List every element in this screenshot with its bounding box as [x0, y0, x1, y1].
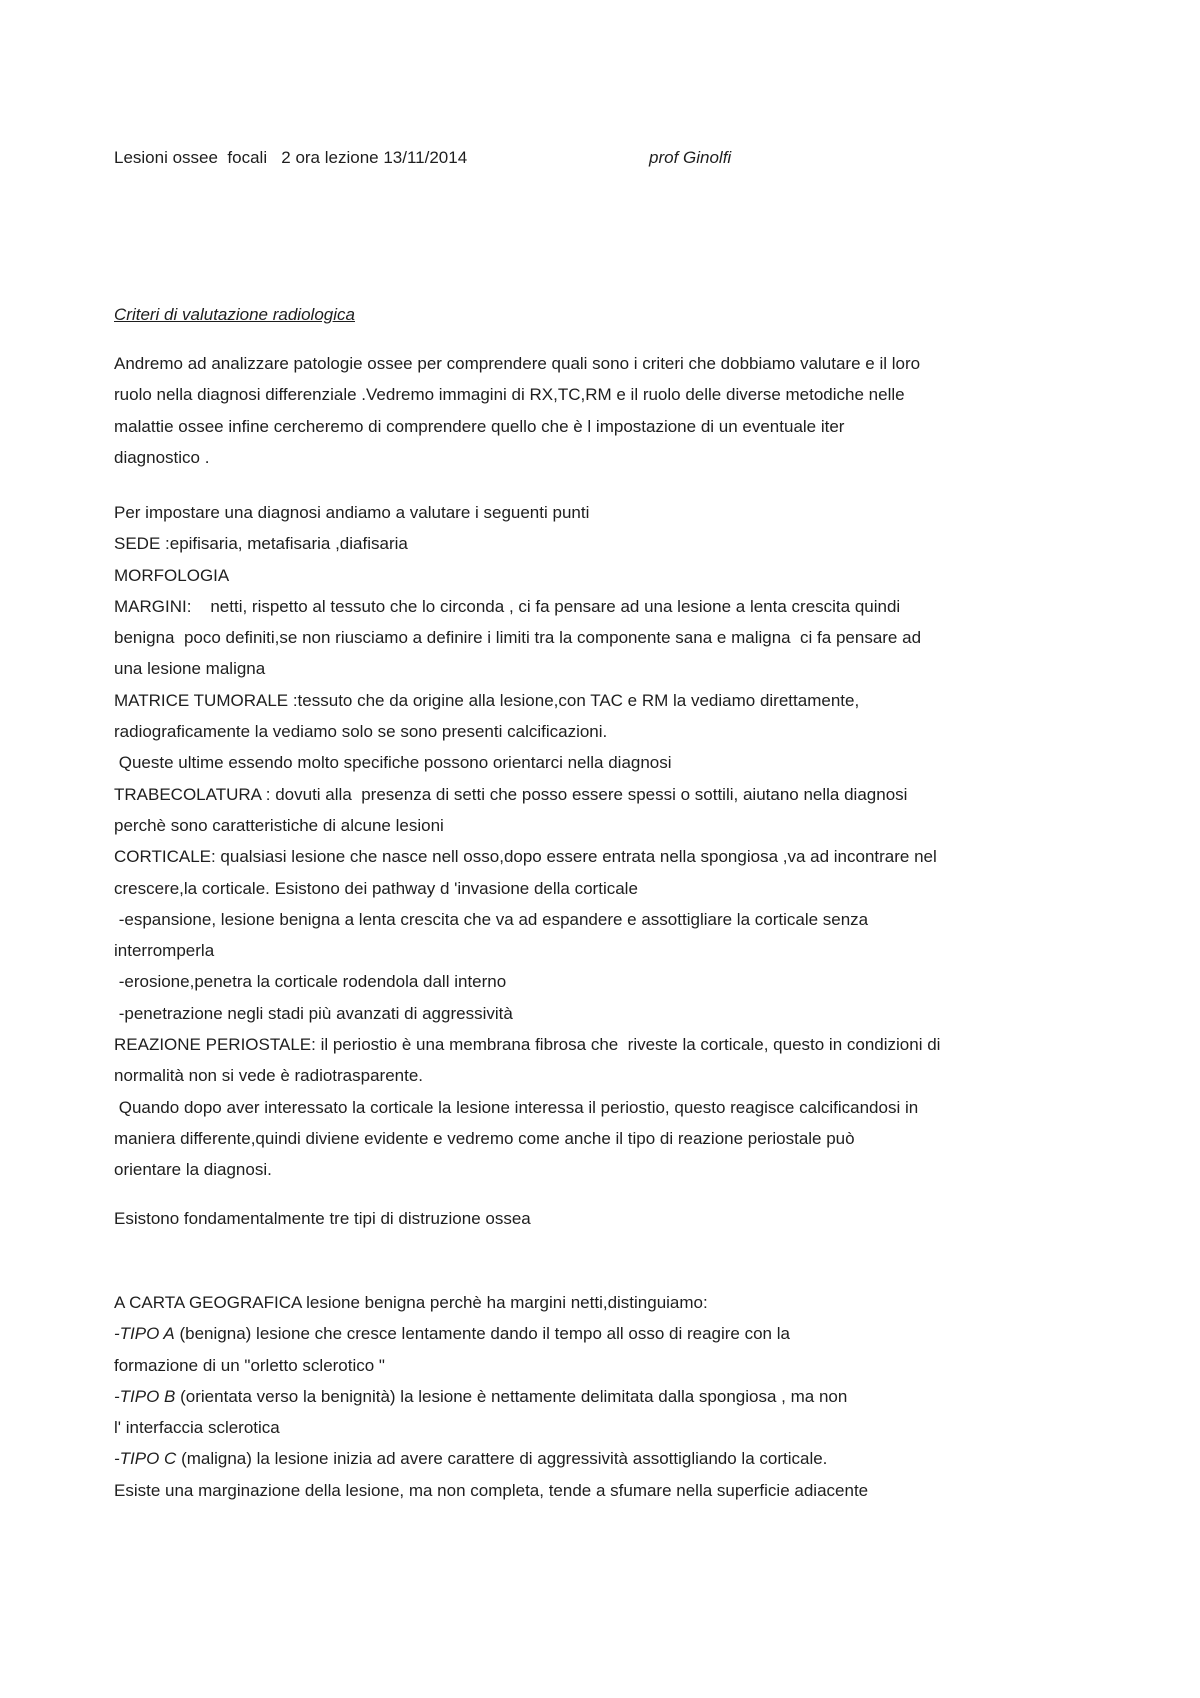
type-b-label: -TIPO B	[114, 1386, 176, 1406]
type-c-text: (maligna) la lesione inizia ad avere carattere di aggressività assottigliando la corticale.	[176, 1449, 828, 1469]
type-a-label: -TIPO A	[114, 1324, 175, 1344]
text-line: l' interfaccia sclerotica	[114, 1418, 280, 1438]
text-line: MORFOLOGIA	[114, 565, 230, 585]
text-line: REAZIONE PERIOSTALE: il periostio è una membrana fibrosa che riveste la corticale, questo in condizioni di	[114, 1035, 941, 1055]
text-line: benigna poco definiti,se non riusciamo a definire i limiti tra la componente sana e maligna ci fa pensare ad	[114, 628, 922, 648]
text-line: maniera differente,quindi diviene evidente e vedremo come anche il tipo di reazione periostale può	[114, 1128, 855, 1148]
professor-name: prof Ginolfi	[649, 148, 732, 167]
text-line: TRABECOLATURA : dovuti alla presenza di setti che posso essere spessi o sottili, aiutano nella diagnosi	[114, 784, 908, 804]
text-line: normalità non si vede è radiotrasparente.	[114, 1066, 424, 1086]
page-header	[114, 146, 1114, 170]
lecture-title: Lesioni ossee focali 2 ora lezione 13/11/2014	[114, 148, 468, 167]
type-b-line	[114, 1381, 1104, 1412]
text-line: Quando dopo aver interessato la corticale la lesione interessa il periostio, questo reagisce calcificandosi in	[114, 1097, 919, 1117]
geographic-heading: A CARTA GEOGRAFICA lesione benigna perchè ha margini netti,distinguiamo:	[114, 1293, 708, 1312]
section-title: Criteri di valutazione radiologica	[114, 305, 355, 324]
destruction-intro	[114, 1203, 1104, 1234]
text-line: Esiste una marginazione della lesione, ma non completa, tende a sfumare nella superficie adiacente	[114, 1480, 869, 1500]
text-line: MATRICE TUMORALE :tessuto che da origine alla lesione,con TAC e RM la vediamo direttamente,	[114, 690, 860, 710]
text-line: interromperla	[114, 941, 215, 961]
text-line: Esistono fondamentalmente tre tipi di distruzione ossea	[114, 1209, 531, 1228]
text-line: orientare la diagnosi.	[114, 1160, 272, 1180]
text-line: diagnostico .	[114, 447, 210, 467]
type-b-text: (orientata verso la benignità) la lesione è nettamente delimitata dalla spongiosa , ma non	[175, 1386, 848, 1406]
text-line: -penetrazione negli stadi più avanzati di aggressività	[114, 1003, 513, 1023]
text-line: perchè sono caratteristiche di alcune lesioni	[114, 815, 444, 835]
type-c-line	[114, 1443, 1104, 1474]
text-line: MARGINI: netti, rispetto al tessuto che lo circonda , ci fa pensare ad una lesione a lenta crescita quindi	[114, 596, 901, 616]
text-line: crescere,la corticale. Esistono dei pathway d 'invasione della corticale	[114, 878, 638, 898]
text-line: ruolo nella diagnosi differenziale .Vedremo immagini di RX,TC,RM e il ruolo delle diverse metodiche nelle	[114, 385, 905, 405]
geographic-section	[114, 1287, 1104, 1506]
type-c-label: -TIPO C	[114, 1449, 177, 1469]
text-line: malattie ossee infine cercheremo di comprendere quello che è l impostazione di un eventuale iter	[114, 416, 845, 436]
criteria-paragraph	[114, 497, 1104, 1186]
text-line: radiograficamente la vediamo solo se sono presenti calcificazioni.	[114, 722, 608, 742]
text-line: una lesione maligna	[114, 659, 266, 679]
intro-paragraph	[114, 348, 1104, 473]
text-line: -erosione,penetra la corticale rodendola dall interno	[114, 972, 507, 992]
type-a-text: (benigna) lesione che cresce lentamente dando il tempo all osso di reagire con la	[174, 1324, 790, 1344]
text-line: Per impostare una diagnosi andiamo a valutare i seguenti punti	[114, 503, 590, 522]
text-line: SEDE :epifisaria, metafisaria ,diafisaria	[114, 534, 408, 554]
text-line: CORTICALE: qualsiasi lesione che nasce nell osso,dopo essere entrata nella spongiosa ,va ad incontrare nel	[114, 847, 937, 867]
text-line: Andremo ad analizzare patologie ossee per comprendere quali sono i criteri che dobbiamo valutare e il loro	[114, 354, 921, 373]
text-line: formazione di un "orletto sclerotico "	[114, 1355, 385, 1375]
text-line: -espansione, lesione benigna a lenta crescita che va ad espandere e assottigliare la corticale senza	[114, 909, 869, 929]
type-a-line	[114, 1318, 1104, 1349]
text-line: Queste ultime essendo molto specifiche possono orientarci nella diagnosi	[114, 753, 672, 773]
